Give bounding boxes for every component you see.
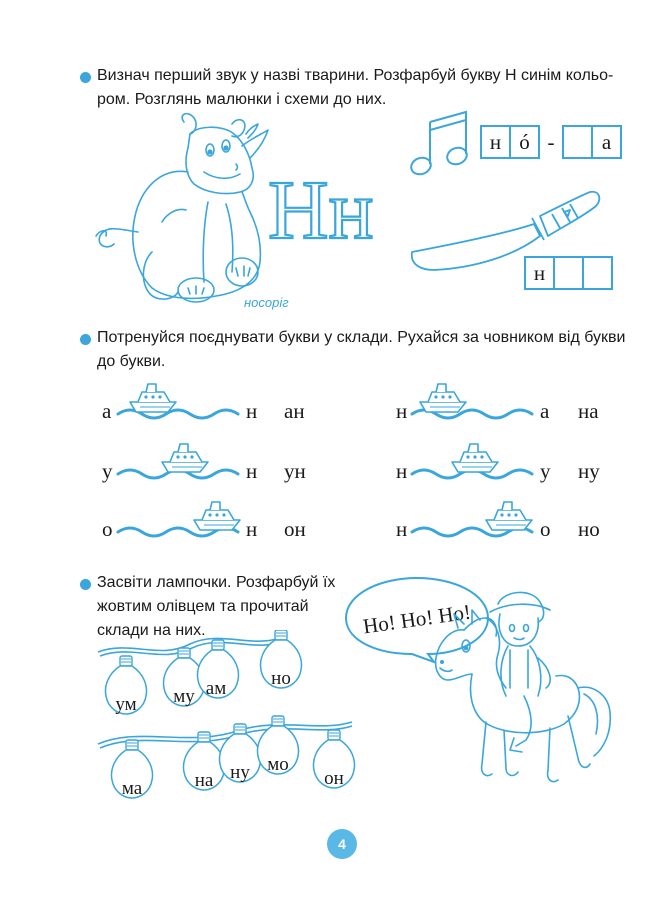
boat-row2 xyxy=(162,444,208,472)
bulb-top-4-label: но xyxy=(271,668,291,689)
task2-instruction-line2: до букви. xyxy=(97,353,166,370)
page-number: 4 xyxy=(327,829,357,859)
row6-syllable: но xyxy=(578,517,600,541)
note-scheme-cell-1: н xyxy=(480,125,511,159)
row5-syllable: ну xyxy=(578,459,600,483)
bulb-top-1 xyxy=(106,656,147,715)
bulb-top-1-label: ум xyxy=(115,694,137,715)
row2-end-letter: н xyxy=(246,459,258,483)
big-letters-text: Нн xyxy=(268,170,374,246)
note-scheme-cell-4: а xyxy=(591,125,622,159)
row3-end-letter: н xyxy=(246,517,258,541)
bulb-bottom-5 xyxy=(314,730,355,789)
big-letters-nn xyxy=(268,170,388,246)
knife-scheme-cell-2 xyxy=(553,256,584,290)
task2-bullet xyxy=(80,334,91,345)
task3-instruction-line1: Засвіти лампочки. Розфарбуй їх xyxy=(97,574,336,591)
task3-instruction-line2: жовтим олівцем та прочитай xyxy=(97,598,309,615)
row5-end-letter: у xyxy=(540,459,551,483)
bulb-top-4 xyxy=(261,630,302,689)
row3-start-letter: о xyxy=(102,517,113,541)
bulb-bottom-2-label: на xyxy=(194,770,214,791)
row4-start-letter: н xyxy=(396,399,408,423)
bulb-top-2-label: му xyxy=(173,686,195,707)
task3-instruction-line3: склади на них. xyxy=(97,622,206,639)
row1-end-letter: н xyxy=(246,399,258,423)
bulb-bottom-3 xyxy=(220,724,261,783)
row4-end-letter: а xyxy=(540,399,550,423)
rhino-caption: носоріг xyxy=(244,295,289,310)
task2-instruction-line1: Потренуйся поєднувати букви у склади. Рухайся за човником від букви xyxy=(97,329,626,346)
row3-syllable: он xyxy=(284,517,306,541)
boat-row5 xyxy=(452,444,498,472)
boat-row1 xyxy=(130,384,176,412)
knife-scheme-cell-3 xyxy=(582,256,613,290)
boat-waves xyxy=(0,370,650,550)
note-scheme-cell-2: ó xyxy=(509,125,540,159)
note-scheme-cell-3 xyxy=(562,125,593,159)
row6-end-letter: о xyxy=(540,517,551,541)
row5-start-letter: н xyxy=(396,459,408,483)
row1-start-letter: а xyxy=(102,399,112,423)
boat-row3 xyxy=(194,502,240,530)
boat-row4 xyxy=(420,384,466,412)
task3-bullet xyxy=(80,579,91,590)
bulb-bottom-5-label: он xyxy=(324,768,344,789)
row4-syllable: на xyxy=(578,399,599,423)
music-note-icon xyxy=(408,108,472,180)
note-sound-scheme xyxy=(480,125,622,159)
row1-syllable: ан xyxy=(284,399,305,423)
row6-start-letter: н xyxy=(396,517,408,541)
note-scheme-dash: - xyxy=(547,129,555,154)
knife-sound-scheme xyxy=(524,256,613,290)
task1-instruction-line1: Визнач перший звук у назві тварини. Розфарбуй букву Н синім кольо- xyxy=(97,67,614,84)
boat-row6 xyxy=(486,502,532,530)
task1-bullet xyxy=(80,72,91,83)
bulb-bottom-4-label: мо xyxy=(267,754,289,775)
row2-start-letter: у xyxy=(102,459,113,483)
speech-text: Но! Но! Но! xyxy=(361,599,473,639)
bulb-bottom-3-label: ну xyxy=(230,762,250,783)
bulb-top-3 xyxy=(198,640,239,699)
knife-scheme-cell-1: н xyxy=(524,256,555,290)
task1-instruction-line2: ром. Розглянь малюнки і схеми до них. xyxy=(97,91,387,108)
bulb-garlands xyxy=(90,630,360,810)
bulb-top-3-label: ам xyxy=(205,678,227,699)
bulb-bottom-1 xyxy=(112,740,153,799)
boy-on-horse-illustration xyxy=(428,588,618,808)
bulb-bottom-1-label: ма xyxy=(121,778,143,799)
row2-syllable: ун xyxy=(284,459,306,483)
rhino-illustration xyxy=(92,112,274,304)
